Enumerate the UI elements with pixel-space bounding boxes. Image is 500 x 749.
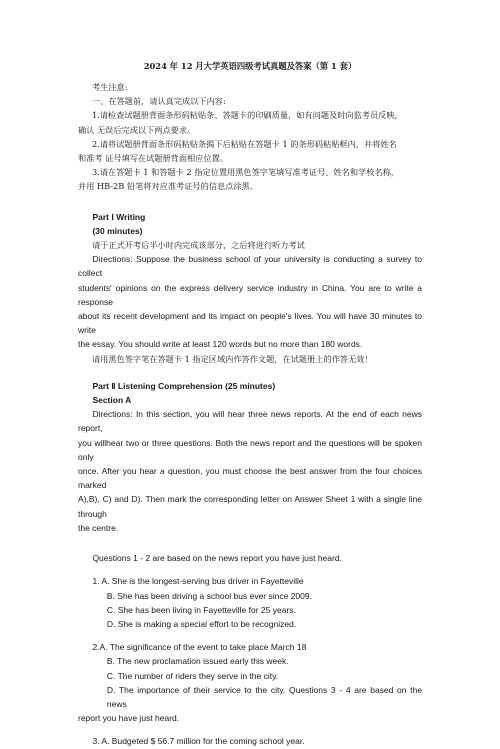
question-1-option-b: B. She has been driving a school bus ever since 2009. bbox=[106, 590, 312, 601]
section-a-directions-line-4: A),B), C) and D). Then mark the corresponding letter on Answer Sheet 1 with a single line through bbox=[78, 494, 422, 519]
notice-item-3-line-1: 3.请在答题卡 1 和答题卡 2 指定位置用黑色签字笔填写准考证号、姓名和学校名称， bbox=[91, 167, 399, 178]
question-1-option-d: D. She is making a special effort to be recognized. bbox=[106, 618, 297, 629]
part-1-directions-line-3: about its recent development and its impact on people's lives. You will have 30 minutes to write bbox=[78, 311, 422, 336]
section-a-directions-line-2: you willhear two or three questions. Both the news report and the questions will be spoken only bbox=[78, 437, 422, 462]
notice-intro: 一、在答题前，请认真完成以下内容: bbox=[91, 96, 226, 107]
notice-item-3-line-2: 并用 HB-2B 铅笔将对应准考证号的信息点涂黑。 bbox=[78, 181, 258, 192]
part-1-note: 请于正式开考后半小时内完成该部分，之后将进行听力考试 bbox=[91, 240, 305, 251]
question-2-option-d-continued: report you have just heard. bbox=[78, 713, 180, 724]
question-1-option-a: 1. A. She is the longest-serving bus driver in Fayetteville bbox=[92, 576, 304, 587]
questions-intro: Questions 1 - 2 are based on the news report you have just heard. bbox=[92, 553, 342, 564]
section-a-heading: Section A bbox=[92, 395, 132, 406]
part-1-directions-line-1: Directions: Suppose the business school of your university is conducting a survey to collect bbox=[78, 254, 422, 279]
notice-item-2-line-2: 和准考 证号填写在试题册背面相应位置。 bbox=[78, 153, 228, 164]
part-1-directions-line-2: students' opinions on the express delivery service industry in China. You are to write a response bbox=[78, 282, 422, 307]
notice-item-1-line-1: 1.请检查试题册背面条形码粘贴条、答题卡的印刷质量，如有问题及时向监考员反映， bbox=[91, 110, 403, 121]
notice-item-2-line-1: 2.请将试题册背面条形码粘贴条揭下后粘贴在答题卡 1 的条形码粘贴框内，并将姓名 bbox=[91, 138, 397, 149]
section-a-directions-line-1: Directions: In this section, you will hear three news reports. At the end of each news report, bbox=[78, 409, 422, 434]
question-2-option-c: C. The number of riders they serve in the city. bbox=[106, 670, 279, 681]
document-title: 2024 年 12 月大学英语四级考试真题及答案（第 1 套） bbox=[143, 61, 357, 71]
question-3-option-a: 3. A. Budgeted $ 56.7 million for the coming school year. bbox=[92, 736, 305, 747]
notice-item-1-line-2: 确认 无误后完成以下两点要求。 bbox=[78, 124, 196, 135]
part-1-time: (30 minutes) bbox=[92, 225, 143, 236]
question-1-option-c: C. She has been living in Fayetteville for 25 years. bbox=[106, 604, 296, 615]
notice-heading: 考生注意: bbox=[91, 82, 128, 92]
section-a-directions-line-5: the centre. bbox=[78, 522, 119, 533]
question-2-option-a: 2.A. The significance of the event to take place March 18 bbox=[92, 642, 307, 653]
part-2-heading: Part Ⅱ Listening Comprehension (25 minutes) bbox=[92, 380, 276, 391]
question-2-option-d: D. The importance of their service to the city. Questions 3 - 4 are based on the news bbox=[106, 684, 422, 709]
part-1-directions-line-4: the essay. You should write at least 120 words but no more than 180 words. bbox=[78, 339, 363, 350]
part-1-heading: Part Ⅰ Writing bbox=[92, 211, 146, 222]
section-a-directions-line-3: once. After you hear a question, you must choose the best answer from the four choices marked bbox=[78, 466, 422, 491]
part-1-pen-note: 请用黑色签字笔在答题卡 1 指定区域内作答作文题，在试题册上的作答无效！ bbox=[91, 353, 373, 364]
question-2-option-b: B. The new proclamation issued early this week. bbox=[106, 656, 289, 667]
